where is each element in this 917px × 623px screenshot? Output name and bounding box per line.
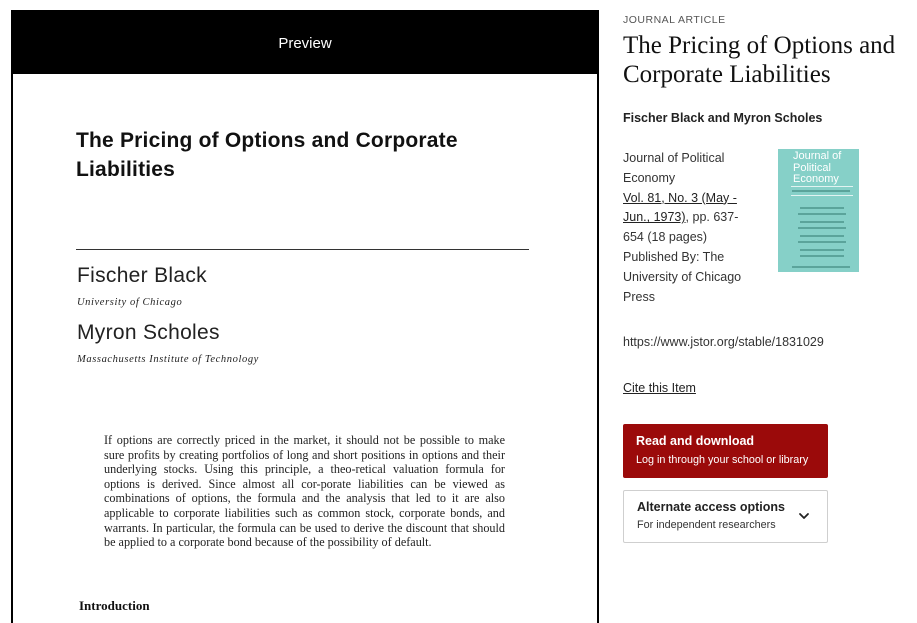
document-author-affiliation: Massachusetts Institute of Technology (77, 354, 259, 365)
document-author-affiliation: University of Chicago (77, 297, 183, 308)
document-title: The Pricing of Options and Corporate Liabilities (76, 129, 458, 181)
document-abstract: If options are correctly priced in the market, it should not be possible to make sure profits by creating portfolios of long and short positions in options and their underlying stocks. Using this principle, a theo-retical valuation formula for options is derived. Since almost all cor-porate liabilities can be viewed as combinations of options, the formula and the analysis that led to it are also applicable to corporate liabilities such as common stock, corporate bonds, and warrants. In particular, the formula can be used to derive the discount that should be applied to a corporate bond because of the possibility of default. (104, 433, 505, 550)
cover-text-line (792, 190, 850, 192)
journal-name: Journal of Political Economy (623, 151, 725, 185)
chevron-down-icon[interactable] (798, 511, 810, 521)
read-download-label: Read and download (636, 434, 755, 448)
page-range: , pp. 637-654 (18 pages) (623, 210, 739, 245)
alternate-access-button[interactable] (623, 490, 828, 543)
article-type-label: JOURNAL ARTICLE (623, 14, 726, 26)
cover-text-line (800, 249, 844, 251)
preview-panel[interactable] (11, 10, 599, 623)
publication-info (623, 149, 753, 307)
cover-text-line (800, 207, 844, 209)
read-download-sublabel: Log in through your school or library (636, 454, 809, 466)
cover-text-line (800, 221, 844, 223)
cite-this-item-link[interactable]: Cite this Item (623, 381, 696, 395)
alternate-access-label: Alternate access options (637, 500, 785, 514)
document-divider (76, 249, 529, 250)
preview-header-label: Preview (278, 34, 332, 52)
article-authors: Fischer Black and Myron Scholes (623, 111, 823, 125)
cover-rule (791, 195, 853, 196)
document-author-name: Myron Scholes (77, 321, 220, 344)
publisher-info: Published By: The University of Chicago Press (623, 249, 742, 304)
cover-text-line (800, 235, 844, 237)
article-title: The Pricing of Options and Corporate Liabilities (623, 32, 896, 88)
stable-url: https://www.jstor.org/stable/1831029 (623, 335, 824, 349)
read-and-download-button[interactable] (623, 424, 828, 478)
alternate-access-sublabel: For independent researchers (637, 519, 776, 531)
document-section-heading: Introduction (79, 598, 150, 613)
cover-text-line (798, 213, 846, 215)
cover-text-line (798, 227, 846, 229)
cover-rule (791, 186, 853, 187)
cover-text-line (792, 266, 850, 268)
issue-link[interactable]: Vol. 81, No. 3 (May - Jun., 1973) (623, 190, 737, 225)
preview-header (13, 12, 597, 74)
journal-cover-image[interactable] (778, 149, 859, 272)
journal-cover-title: Journal of Political Economy (793, 150, 842, 185)
cover-text-line (798, 241, 846, 243)
cover-text-line (800, 255, 844, 257)
document-author-name: Fischer Black (77, 264, 207, 287)
